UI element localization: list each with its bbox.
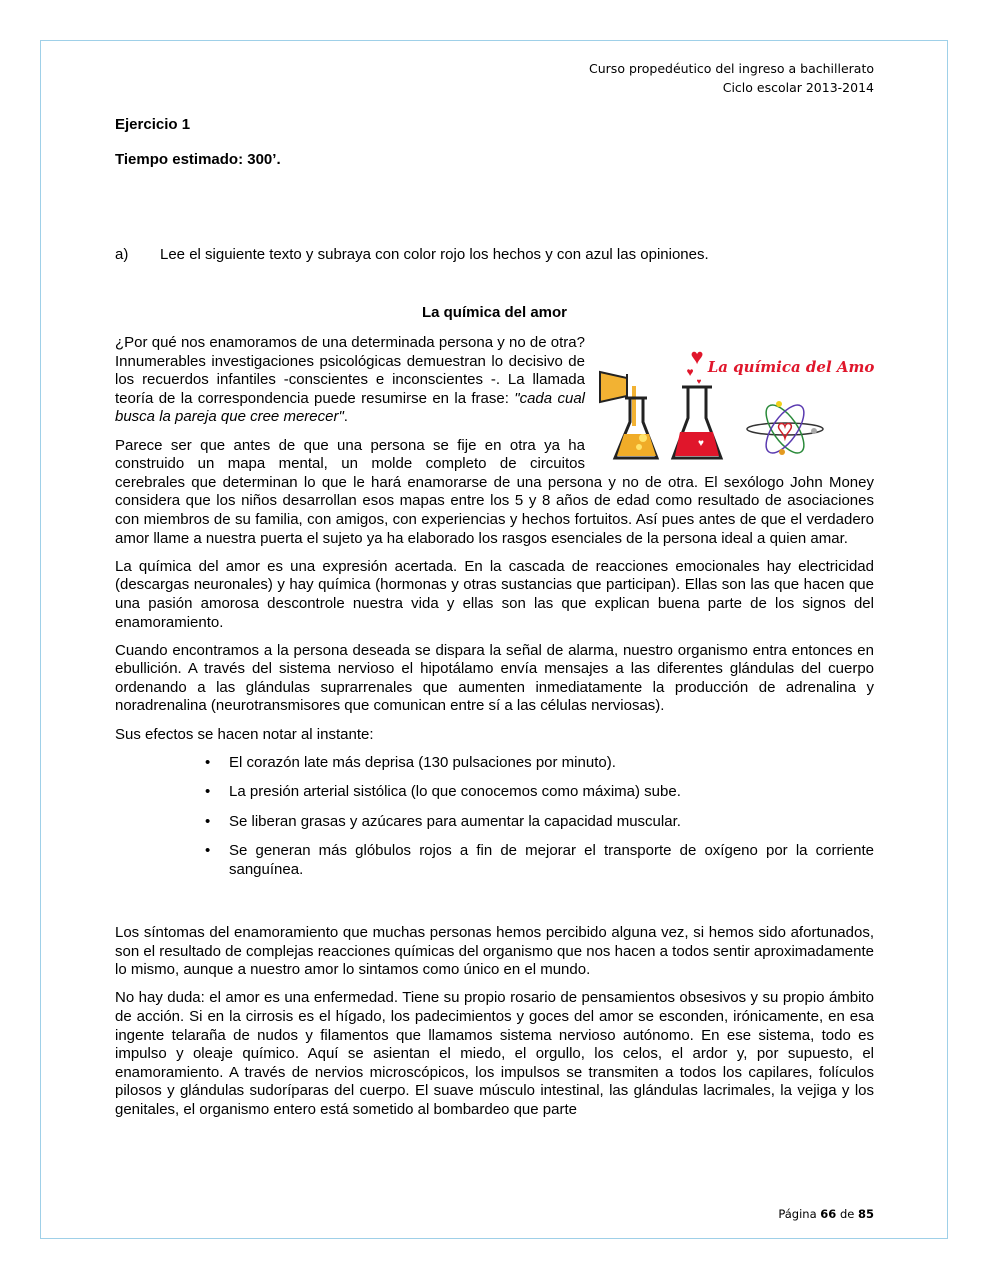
list-item bbox=[205, 812, 874, 842]
svg-text:♥: ♥ bbox=[690, 344, 704, 369]
paragraph-5: Sus efectos se hacen notar al instante: bbox=[115, 725, 374, 743]
page-of: de bbox=[839, 1207, 855, 1221]
effects-list bbox=[115, 754, 874, 890]
paragraph-3: La química del amor es una expresión acertada. En la cascada de reacciones emocionales hay electricidad (descargas neuronales) y hay química (hormonas y otras sustancias que participan). Ellas son las que hacen que una pasión amorosa descontrole nuestra vida y ellas son las que explican buena parte de los signos del enamoramiento. bbox=[115, 557, 874, 631]
paragraph-7: No hay duda: el amor es una enfermedad. Tiene su propio rosario de pensamientos obsesivos y su propio ámbito de acción. Si en la cirrosis es el hígado, los padecimientos y goces del amor se esconden, irónicamente, en esa ingente telaraña de nudos y filamentos que llamamos sistema nervioso autónomo. En ese sistema, todo es impulso y oleaje químico. Aquí se asientan el miedo, el orgullo, los celos, el ardor y, por supuesto, el enamoramiento. A través de nervios microscópicos, los impulsos se transmiten a todos los capilares, folículos pilosos y glándulas sudoríparas del cuerpo. El suave músculo intestinal, las glándulas lacrimales, la vejiga y los genitales, el organismo entero está sometido al bombardeo que parte bbox=[115, 989, 874, 1118]
article-title-text: La química del amor bbox=[421, 304, 568, 321]
time-estimate: Tiempo estimado: 300’. bbox=[115, 151, 281, 168]
svg-text:♥: ♥ bbox=[686, 365, 694, 379]
course-title: Curso propedéutico del ingreso a bachillerato bbox=[589, 61, 874, 76]
article-body bbox=[115, 334, 874, 1129]
paragraph-1-end: . bbox=[343, 408, 348, 426]
school-year: Ciclo escolar 2013-2014 bbox=[722, 80, 874, 95]
bullet-icon: • bbox=[205, 753, 211, 771]
article-title bbox=[115, 304, 874, 321]
instruction bbox=[115, 246, 874, 263]
instruction-text: Lee el siguiente texto y subraya con color rojo los hechos y con azul las opiniones. bbox=[160, 246, 709, 263]
paragraph-1-quote: "cada cual busca la pareja que cree merecer" bbox=[115, 389, 585, 426]
exercise-title: Ejercicio 1 bbox=[115, 116, 191, 133]
page-number bbox=[778, 1207, 874, 1221]
list-item-text: La presión arterial sistólica (lo que conocemos como máxima) sube. bbox=[229, 783, 681, 801]
bullet-icon: • bbox=[205, 812, 211, 830]
list-item bbox=[205, 753, 874, 783]
paragraph-4: Cuando encontramos a la persona deseada se dispara la señal de alarma, nuestro organismo entra entonces en ebullición. A través del sistema nervioso el hipotálamo envía mensajes a las diferentes glándulas del cuerpo ordenando a las glándulas suprarrenales que aumenten inmediatamente la producción de adrenalina y noradrenalina (neurotransmisores que comunican entre sí a las células nerviosas). bbox=[115, 641, 874, 715]
total-pages: 85 bbox=[857, 1207, 874, 1221]
page-header bbox=[589, 59, 874, 97]
paragraph-6: Los síntomas del enamoramiento que muchas personas hemos percibido alguna vez, si hemos sido afortunados, son el resultado de complejas reacciones químicas del organismo que nos hacen a todos sentir aproximadamente lo mismo, aunque a nuestro amor lo sintamos como único en el mundo. bbox=[115, 924, 874, 979]
figure-caption: La química del Amor bbox=[707, 358, 874, 376]
svg-text:♥: ♥ bbox=[696, 377, 702, 386]
list-item bbox=[205, 783, 874, 812]
svg-text:♥: ♥ bbox=[698, 438, 704, 449]
love-chemistry-illustration bbox=[585, 334, 874, 470]
svg-text:♥: ♥ bbox=[777, 414, 793, 444]
bullet-icon: • bbox=[205, 783, 211, 801]
list-item-text: El corazón late más deprisa (130 pulsaciones por minuto). bbox=[229, 753, 616, 771]
instruction-label: a) bbox=[115, 246, 129, 263]
list-item-text: Se generan más glóbulos rojos a fin de mejorar el transporte de oxígeno por la corriente sanguínea. bbox=[229, 842, 874, 878]
page-label: Página bbox=[778, 1207, 817, 1221]
bullet-icon: • bbox=[205, 842, 211, 860]
list-item-text: Se liberan grasas y azúcares para aumentar la capacidad muscular. bbox=[229, 812, 681, 830]
list-item bbox=[205, 842, 874, 890]
paragraph-2: Parece ser que antes de que una persona se fije en otra ya ha construido un mapa mental, un molde completo de circuitos cerebrales que determinan lo que le hará enamorarse de una persona y no de otra. El sexólogo John Money considera que los niños desarrollan esos mapas entre los 5 y 8 años de edad como resultado de asociaciones con miembros de su familia, con amigos, con experiencias y hechos fortuitos. Así pues antes de que el verdadero amor llame a nuestra puerta el sujeto ya ha elaborado los rasgos esenciales de la persona ideal a quien amar. bbox=[115, 436, 874, 547]
current-page: 66 bbox=[820, 1207, 837, 1221]
paragraph-1-text: ¿Por qué nos enamoramos de una determinada persona y no de otra? Innumerables investigaciones psicológicas demuestran lo decisivo de los recuerdos infantiles -conscientes e inconscientes -. La llamada teoría de la correspondencia puede resumirse en la frase: bbox=[115, 334, 585, 407]
